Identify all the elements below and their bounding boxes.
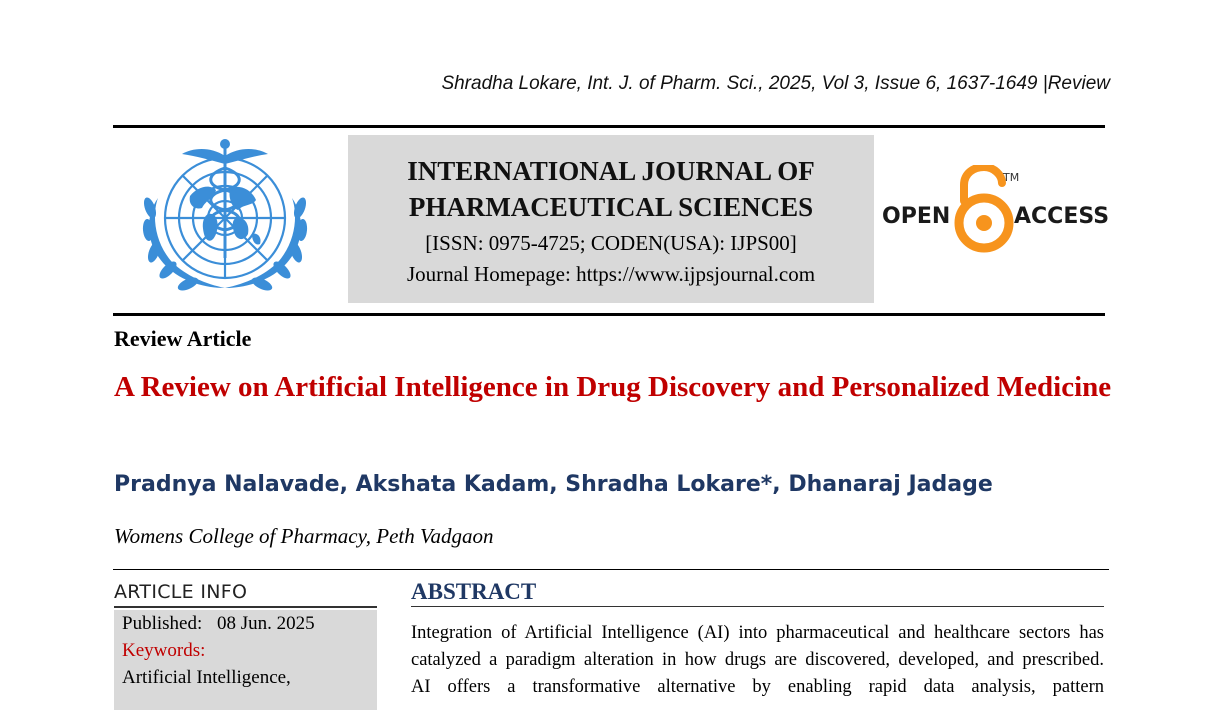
author-affiliation: Womens College of Pharmacy, Peth Vadgaon [114,524,494,548]
header-rule-top [113,125,1105,128]
article-title: A Review on Artificial Intelligence in Drug Discovery and Personalized Medicine [114,371,1112,403]
journal-issn: [ISSN: 0975-4725; CODEN(USA): IJPS00] [425,231,797,255]
published-label: Published: [122,613,203,634]
article-info-heading: ARTICLE INFO [114,581,248,603]
abstract-line: Integration of Artificial Intelligence (AI) into pharmaceutical and healthcare sectors has [411,623,1104,643]
article-info-rule [114,606,377,608]
journal-title [348,153,874,225]
article-info-box [114,610,377,710]
keywords-label: Keywords: [122,640,206,661]
abstract-rule [411,606,1104,607]
abstract-line: AI offers a transformative alternative by enabling rapid data analysis, pattern [411,677,1104,697]
author-list: Pradnya Nalavade, Akshata Kadam, Shradha Lokare*, Dhanaraj Jadage [114,472,993,497]
published-row [122,610,377,637]
open-access-logo [880,165,1108,255]
section-divider [113,569,1109,570]
journal-emblem-icon [126,138,324,306]
open-lock-icon [959,167,1009,248]
abstract-line: catalyzed a paradigm alteration in how drugs are discovered, developed, and prescribed. [411,650,1104,670]
journal-masthead [348,135,874,303]
published-date: 08 Jun. 2025 [216,613,315,634]
keyword-item: Artificial Intelligence, [122,667,291,688]
abstract-text [411,620,1104,701]
journal-homepage: Journal Homepage: https://www.ijpsjournal.com [406,262,816,286]
abstract-heading: ABSTRACT [411,579,537,604]
trademark-mark: TM [1003,171,1020,184]
running-header: Shradha Lokare, Int. J. of Pharm. Sci., 2025, Vol 3, Issue 6, 1637-1649 |Review [441,73,1110,94]
open-access-left-text: OPEN [882,204,951,229]
article-type: Review Article [114,326,252,351]
header-rule-bottom [113,313,1105,316]
open-access-right-text: ACCESS [1014,204,1108,229]
journal-title-line-2: PHARMACEUTICAL SCIENCES [408,192,814,222]
journal-title-line-1: INTERNATIONAL JOURNAL OF [407,156,815,186]
